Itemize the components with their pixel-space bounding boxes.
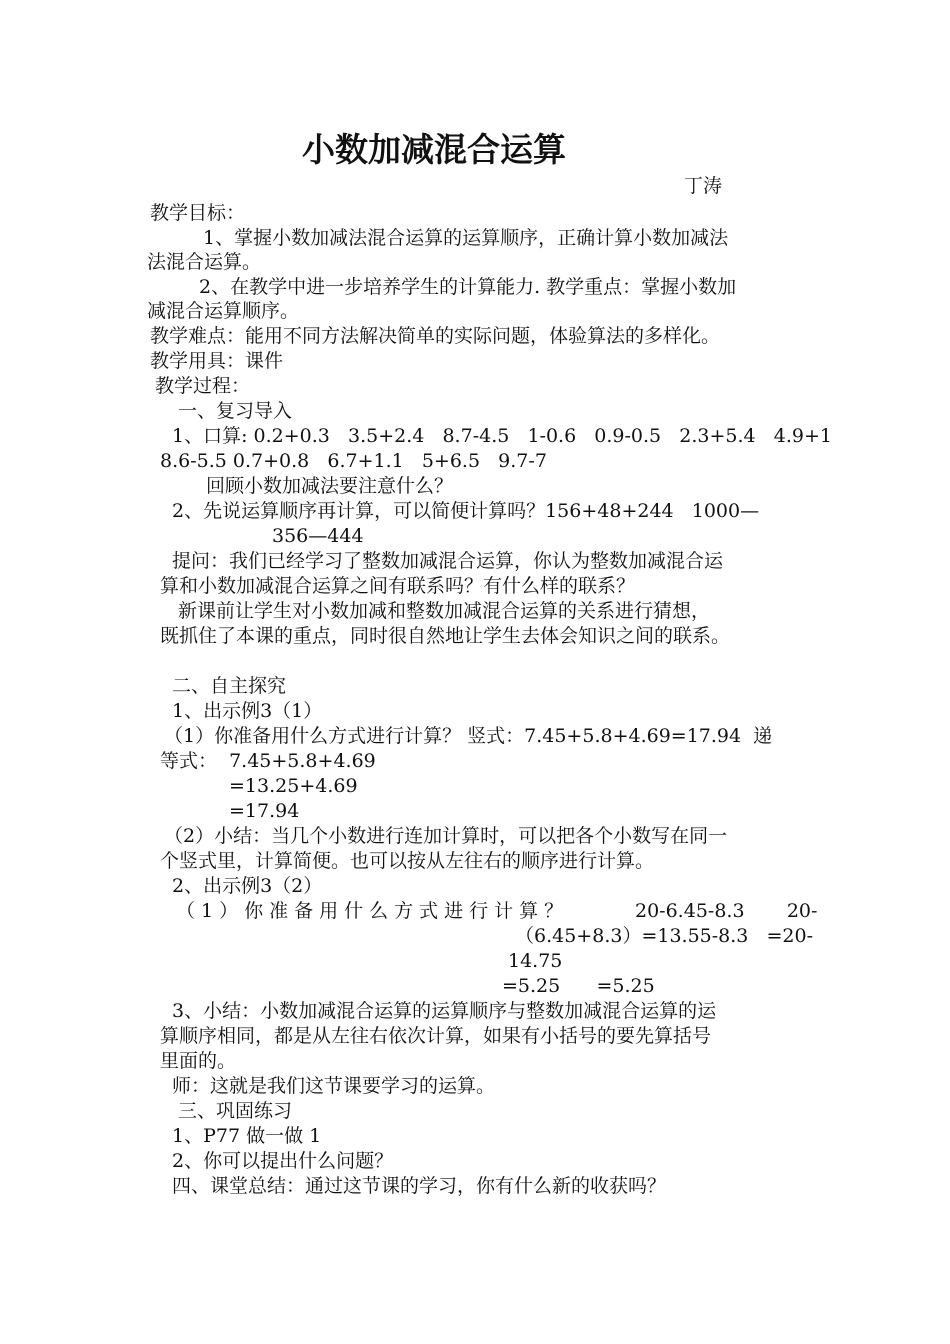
paragraph-line: 里面的。 bbox=[160, 1050, 237, 1072]
paragraph-line: 算顺序相同，都是从左往右依次计算，如果有小括号的要先算括号 bbox=[160, 1025, 712, 1047]
formula-line: =5.25 =5.25 bbox=[502, 975, 655, 997]
paragraph-line: 2、你可以提出什么问题？ bbox=[172, 1150, 394, 1172]
paragraph-line: 教学难点：能用不同方法解决简单的实际问题，体验算法的多样化。 bbox=[150, 325, 721, 347]
formula-line: 20-6.45-8.3 20- bbox=[635, 900, 818, 922]
author-name: 丁涛 bbox=[684, 175, 723, 197]
paragraph-line: 个竖式里，计算简便。也可以按从左往右的顺序进行计算。 bbox=[160, 850, 655, 872]
paragraph-line: （1）你准备用什么方式进行计算？ 竖式：7.45+5.8+4.69=17.94 递 bbox=[164, 725, 773, 747]
section-heading: 三、巩固练习 bbox=[178, 1100, 293, 1122]
paragraph-line: 356—444 bbox=[272, 525, 364, 547]
paragraph-line: 1、口算: 0.2+0.3 3.5+2.4 8.7-4.5 1-0.6 0.9-0.5 2.3+5.4 4.9+1 bbox=[172, 425, 832, 447]
section-heading: 一、复习导入 bbox=[178, 400, 293, 422]
paragraph-line: 2、在教学中进一步培养学生的计算能力. 教学重点：掌握小数加 bbox=[199, 276, 737, 298]
paragraph-line: 减混合运算顺序。 bbox=[147, 300, 300, 322]
section-heading: 教学过程： bbox=[155, 375, 251, 397]
paragraph-line: 2、出示例3（2） bbox=[172, 875, 323, 897]
paragraph-line: 既抓住了本课的重点，同时很自然地让学生去体会知识之间的联系。 bbox=[160, 625, 731, 647]
paragraph-line: 算和小数加减混合运算之间有联系吗？有什么样的联系？ bbox=[160, 575, 636, 597]
paragraph-line: 8.6-5.5 0.7+0.8 6.7+1.1 5+6.5 9.7-7 bbox=[160, 450, 547, 472]
section-heading: 四、课堂总结：通过这节课的学习，你有什么新的收获吗？ bbox=[172, 1175, 667, 1197]
formula-line: （6.45+8.3）=13.55-8.3 =20- bbox=[515, 925, 814, 947]
paragraph-line: 回顾小数加减法要注意什么？ bbox=[206, 475, 454, 497]
paragraph-line: 1、掌握小数加减法混合运算的运算顺序，正确计算小数加减法 bbox=[203, 227, 729, 249]
paragraph-line: 师：这就是我们这节课要学习的运算。 bbox=[172, 1075, 496, 1097]
paragraph-line: 提问：我们已经学习了整数加减混合运算，你认为整数加减混合运 bbox=[172, 550, 724, 572]
paragraph-line: 新课前让学生对小数加减和整数加减混合运算的关系进行猜想， bbox=[178, 600, 711, 622]
formula-line: 14.75 bbox=[508, 950, 563, 972]
section-heading: 教学目标： bbox=[150, 202, 246, 224]
paragraph-line: =17.94 bbox=[229, 800, 300, 822]
paragraph-line: 等式： 7.45+5.8+4.69 bbox=[160, 750, 376, 772]
paragraph-line: 3、小结：小数加减混合运算的运算顺序与整数加减混合运算的运 bbox=[172, 1000, 717, 1022]
paragraph-line: （2）小结：当几个小数进行连加计算时，可以把各个小数写在同一 bbox=[164, 825, 728, 847]
section-heading: 二、自主探究 bbox=[172, 675, 287, 697]
paragraph-line: =13.25+4.69 bbox=[229, 775, 358, 797]
paragraph-line: 法混合运算。 bbox=[147, 251, 262, 273]
paragraph-line: 1、出示例3（1） bbox=[172, 700, 323, 722]
paragraph-line: 2、先说运算顺序再计算，可以简便计算吗？156+48+244 1000— bbox=[172, 500, 760, 522]
paragraph-line: 1、P77 做一做 1 bbox=[172, 1125, 322, 1147]
document-title: 小数加减混合运算 bbox=[302, 130, 566, 169]
paragraph-line: （1）你准备用什么方式进行计算？ bbox=[176, 900, 570, 922]
paragraph-line: 教学用具：课件 bbox=[150, 350, 284, 372]
